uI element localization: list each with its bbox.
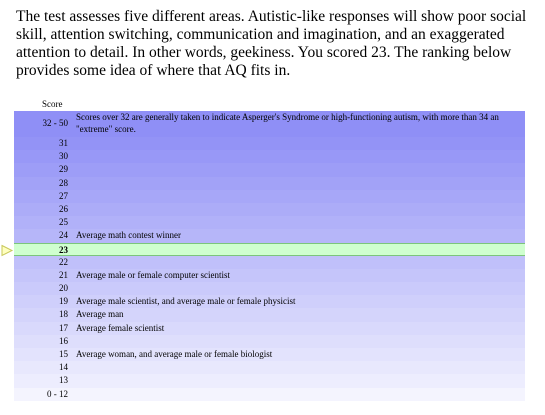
score-row xyxy=(14,308,525,321)
score-row xyxy=(14,335,525,348)
score-description: Average math contest winner xyxy=(76,230,182,241)
score-row xyxy=(14,137,525,150)
score-value: 13 xyxy=(59,375,68,386)
score-value: 30 xyxy=(59,151,68,162)
score-row xyxy=(14,203,525,216)
score-row xyxy=(14,190,525,203)
score-row xyxy=(14,361,525,374)
current-score-row xyxy=(14,243,525,256)
score-row xyxy=(14,374,525,387)
score-value: 17 xyxy=(59,322,68,333)
score-value: 23 xyxy=(59,244,68,255)
score-value: 27 xyxy=(59,190,68,201)
intro-paragraph: The test assesses five different areas. Autistic-like responses will show poor social skill, attention switching, communication and imagination, and an exaggerated attention to detail. In other words, geekiness. You scored 23. The ranking below provides some idea of where that AQ fits in. xyxy=(16,8,527,79)
score-description: Average woman, and average male or female biologist xyxy=(76,349,273,359)
score-value: 25 xyxy=(59,217,68,228)
score-value: 14 xyxy=(59,362,68,373)
score-row xyxy=(14,229,525,242)
score-value: 28 xyxy=(59,177,68,188)
score-value: 26 xyxy=(59,203,68,214)
score-value: 16 xyxy=(59,335,68,346)
score-row xyxy=(14,295,525,308)
score-row xyxy=(14,111,525,137)
score-row xyxy=(14,163,525,176)
score-value: 0 - 12 xyxy=(47,388,68,399)
score-value: 29 xyxy=(59,164,68,175)
score-value: 15 xyxy=(59,349,68,359)
score-row xyxy=(14,388,525,401)
score-row xyxy=(14,322,525,335)
score-value: 22 xyxy=(59,256,68,267)
score-value: 24 xyxy=(59,230,68,241)
score-row xyxy=(14,177,525,190)
aq-score-scale xyxy=(14,111,525,401)
score-row xyxy=(14,150,525,163)
score-row xyxy=(14,282,525,295)
score-column-header: Score xyxy=(42,99,63,109)
score-row xyxy=(14,216,525,229)
score-value: 31 xyxy=(59,138,68,148)
score-description: Scores over 32 are generally taken to indicate Asperger's Syndrome or high-functioning autism, with more than 34 an "extreme" score. xyxy=(76,112,499,134)
score-description: Average male scientist, and average male or female physicist xyxy=(76,296,296,307)
score-value: 21 xyxy=(59,269,68,280)
score-value: 32 - 50 xyxy=(42,118,68,128)
score-value: 20 xyxy=(59,283,68,294)
score-row xyxy=(14,269,525,282)
triangle-right-icon xyxy=(0,244,14,257)
score-value: 19 xyxy=(59,296,68,307)
score-value: 18 xyxy=(59,309,68,320)
score-row xyxy=(14,348,525,361)
score-description: Average male or female computer scientist xyxy=(76,269,231,280)
score-description: Average female scientist xyxy=(76,322,165,333)
score-row xyxy=(14,256,525,269)
score-description: Average man xyxy=(76,309,124,320)
